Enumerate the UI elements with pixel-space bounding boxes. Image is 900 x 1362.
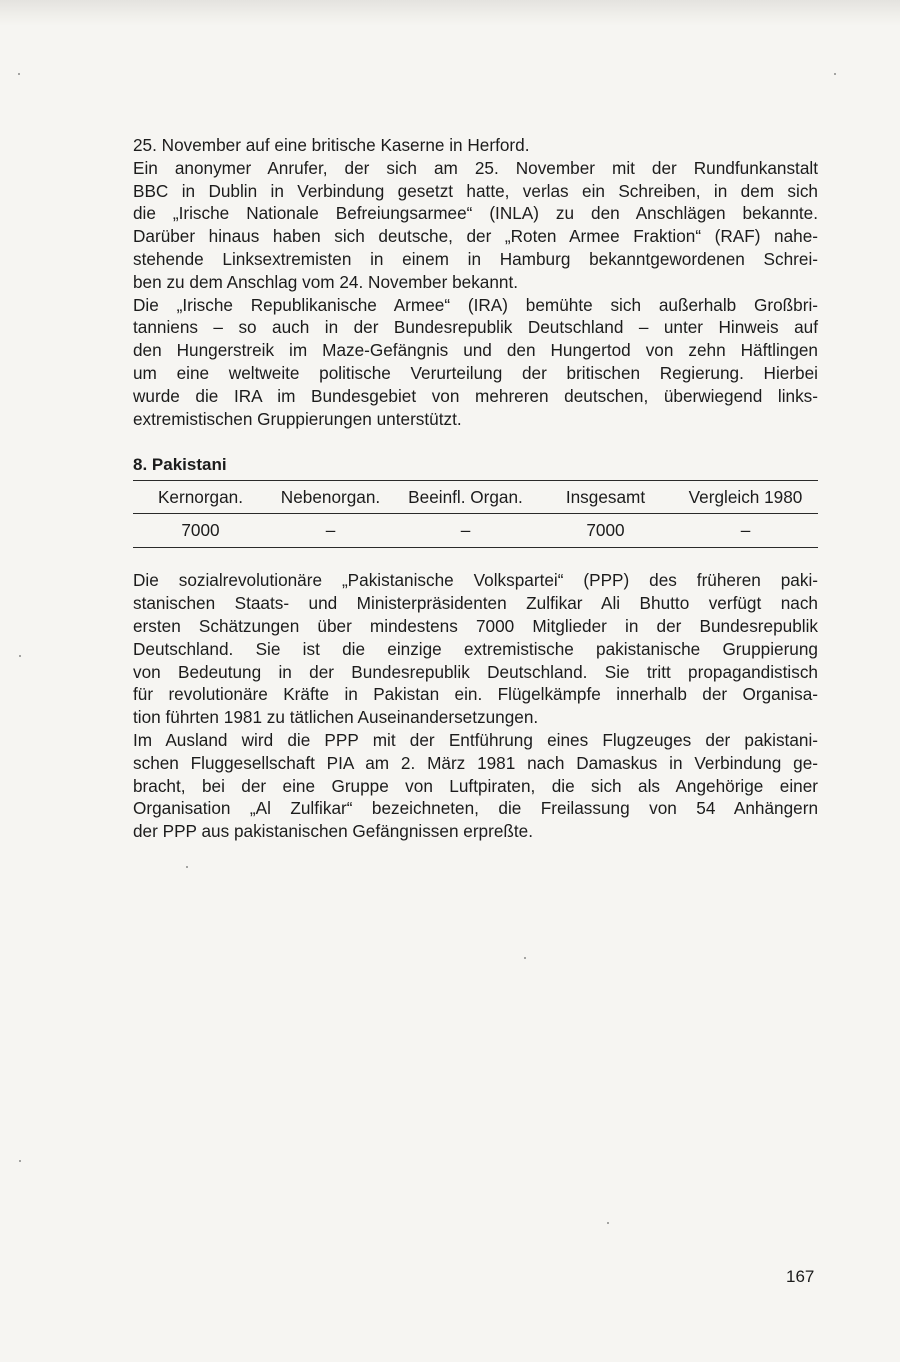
text-line: 25. November auf eine britische Kaserne in Herford. [133, 135, 530, 155]
scan-speck [18, 73, 20, 75]
table-row [133, 514, 818, 547]
text-line: der PPP aus pakistanischen Gefängnissen erpreßte. [133, 821, 534, 842]
text-line: Ein anonymer Anrufer, der sich am 25. November mit der Rundfunkanstalt [133, 157, 818, 178]
text-line: Die sozialrevolutionäre „Pakistanische Volkspartei“ (PPP) des früheren paki- [133, 570, 818, 591]
paragraph-ppp [133, 569, 818, 843]
table-cell: 7000 [181, 520, 220, 541]
text-line: ersten Schätzungen über mindestens 7000 Mitglieder in der Bundesrepublik [133, 615, 818, 636]
table-cell: 7000 [586, 520, 625, 541]
scan-speck [834, 73, 836, 75]
text-line: die „Irische Nationale Befreiungsarmee“ (INLA) zu den Anschlägen bekannte. [133, 203, 818, 224]
text-line: stanischen Staats- und Ministerpräsidenten Zulfikar Ali Bhutto verfügt nach [133, 593, 818, 614]
scan-speck [19, 655, 21, 657]
scan-speck [19, 1160, 21, 1162]
text-line: Organisation „Al Zulfikar“ bezeichneten, die Freilassung von 54 Anhängern [133, 798, 818, 819]
paragraph-ira-inla [133, 134, 818, 430]
table-header-row [133, 481, 818, 514]
text-line: um eine weltweite politische Verurteilung der britischen Regierung. Hierbei [133, 362, 818, 383]
text-line: Deutschland. Sie ist die einzige extremistische pakistanische Gruppierung [133, 638, 818, 659]
text-line: ben zu dem Anschlag vom 24. November bekannt. [133, 271, 519, 292]
text-line: den Hungerstreik im Maze-Gefängnis und den Hungertod von zehn Häftlingen [133, 340, 818, 361]
text-line: schen Fluggesellschaft PIA am 2. März 1981 nach Damaskus in Verbindung ge- [133, 752, 818, 773]
text-column [133, 134, 818, 843]
table-header-cell: Nebenorgan. [280, 486, 381, 507]
text-line: BBC in Dublin in Verbindung gesetzt hatte, verlas ein Schreiben, in dem sich [133, 180, 818, 201]
page-number: 167 [786, 1267, 815, 1286]
text-line: extremistischen Gruppierungen unterstützt. [133, 408, 462, 429]
text-line: für revolutionäre Kräfte in Pakistan ein. Flügelkämpfe innerhalb der Organisa- [133, 684, 818, 705]
text-line: wurde die IRA im Bundesgebiet von mehreren deutschen, überwiegend links- [133, 385, 818, 406]
text-line: tanniens – so auch in der Bundesrepublik Deutschland – unter Hinweis auf [133, 317, 818, 338]
table-cell: – [460, 520, 471, 541]
table-cell: – [325, 520, 336, 541]
text-line: Im Ausland wird die PPP mit der Entführung eines Flugzeuges der pakistani- [133, 729, 818, 750]
text-line: bracht, bei der eine Gruppe von Luftpiraten, die sich als Angehörige einer [133, 775, 818, 796]
scan-top-edge [0, 0, 900, 26]
table-cell: – [740, 520, 751, 541]
table-header-cell: Insgesamt [565, 486, 646, 507]
table-header-cell: Beeinfl. Organ. [408, 486, 523, 507]
text-line: Die „Irische Republikanische Armee“ (IRA) bemühte sich außerhalb Großbri- [133, 294, 818, 315]
text-line: tion führten 1981 zu tätlichen Auseinandersetzungen. [133, 707, 539, 728]
table-header-cell: Vergleich 1980 [688, 486, 803, 507]
text-line: von Bedeutung in der Bundesrepublik Deutschland. Sie tritt propagandistisch [133, 661, 818, 682]
text-line: stehende Linksextremisten in einem in Hamburg bekanntgewordenen Schrei- [133, 248, 818, 269]
scan-speck [524, 957, 526, 959]
scan-speck [607, 1222, 609, 1224]
section-heading: 8. Pakistani [133, 455, 227, 475]
scan-speck [186, 866, 188, 868]
table-header-cell: Kernorgan. [157, 486, 244, 507]
text-line: Darüber hinaus haben sich deutsche, der „Roten Armee Fraktion“ (RAF) nahe- [133, 226, 818, 247]
membership-table [133, 480, 818, 548]
